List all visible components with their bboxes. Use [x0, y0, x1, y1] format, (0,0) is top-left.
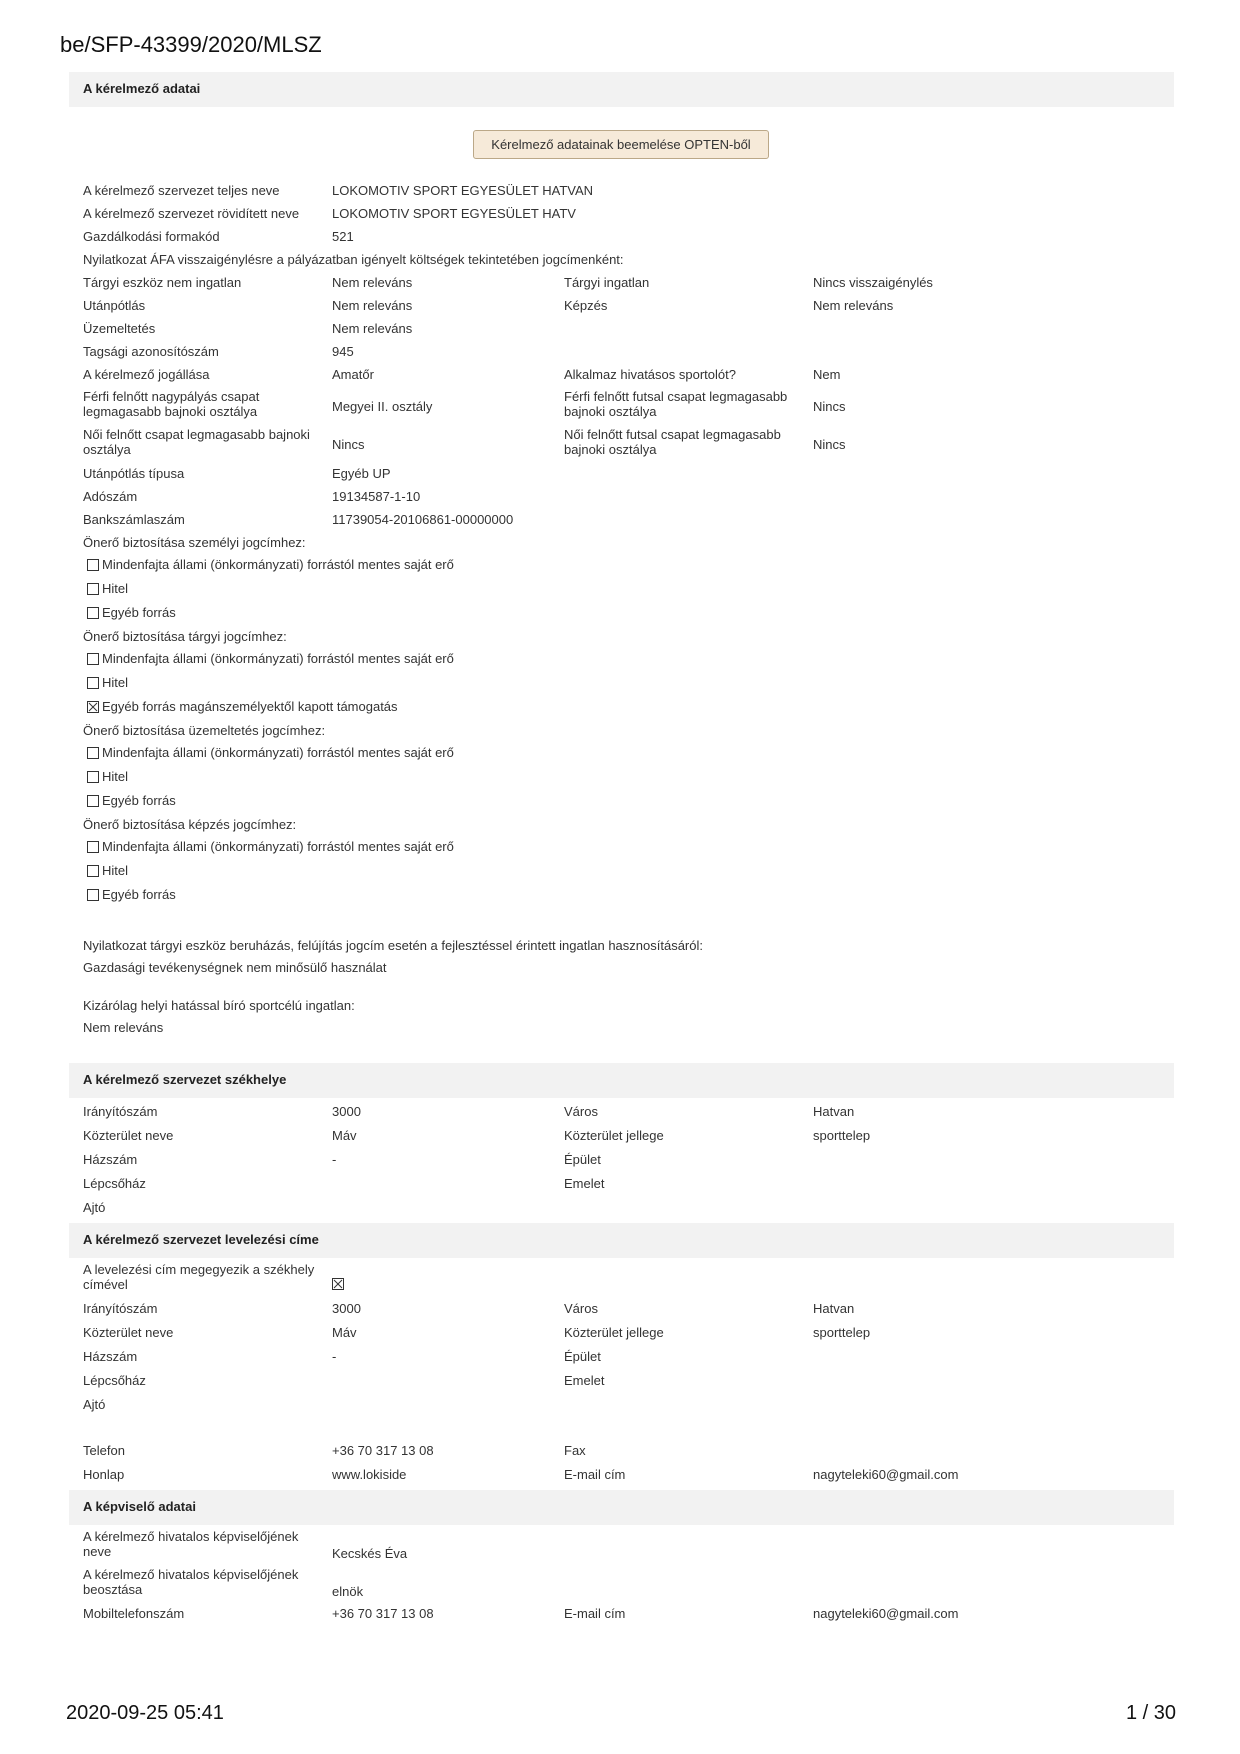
checkbox[interactable]	[87, 889, 99, 901]
tangible-nonre-value: Nem releváns	[332, 275, 413, 290]
mail-house-label: Házszám	[83, 1349, 138, 1364]
mail-row-door	[0, 1394, 1240, 1416]
section-mail-title: A kérelmező szervezet levelezési címe	[83, 1232, 319, 1247]
section-applicant-title: A kérelmező adatai	[83, 81, 201, 96]
youth-type-label: Utánpótlás típusa	[83, 466, 185, 481]
member-id-label: Tagsági azonosítószám	[83, 344, 219, 359]
row-form-code	[0, 226, 1240, 248]
rep-position-value: elnök	[332, 1584, 364, 1599]
row-bank	[0, 509, 1240, 531]
phone-value: +36 70 317 13 08	[332, 1443, 434, 1458]
row-tangible	[0, 272, 1240, 294]
rep-row-name	[0, 1529, 1240, 1565]
phone-label: Telefon	[83, 1443, 125, 1458]
usage-statement-label: Nyilatkozat tárgyi eszköz beruházás, felújítás jogcím esetén a fejlesztéssel érintett ingatlan hasznosításáról:	[83, 938, 703, 953]
section-hq	[69, 1063, 1174, 1098]
section-hq-title: A kérelmező szervezet székhelye	[83, 1072, 287, 1087]
own-funds-option[interactable]	[87, 742, 454, 764]
men-big-label: Férfi felnőtt nagypályás csapat legmagasabb bajnoki osztálya	[83, 389, 260, 419]
tax-label: Adószám	[83, 489, 138, 504]
row-tax	[0, 486, 1240, 508]
checkbox[interactable]	[87, 607, 99, 619]
own-funds-option[interactable]	[87, 672, 128, 694]
hq-zip-label: Irányítószám	[83, 1104, 158, 1119]
hq-row-zip	[0, 1101, 1240, 1123]
youth-value: Nem releváns	[332, 298, 413, 313]
men-big-value: Megyei II. osztály	[332, 399, 433, 414]
hq-city-label: Város	[564, 1104, 598, 1119]
women-futsal-label: Női felnőtt futsal csapat legmagasabb bajnoki osztálya	[564, 427, 781, 457]
checkbox[interactable]	[87, 841, 99, 853]
fax-label: Fax	[564, 1443, 586, 1458]
own-funds-title: Önerő biztosítása tárgyi jogcímhez:	[83, 629, 287, 644]
short-name-label: A kérelmező szervezet rövidített neve	[83, 206, 300, 221]
contact-row-phone	[0, 1440, 1240, 1462]
mail-row-zip	[0, 1298, 1240, 1320]
mail-zip-value: 3000	[332, 1301, 361, 1316]
own-funds-option[interactable]	[87, 790, 176, 812]
mail-row-same	[0, 1262, 1240, 1298]
mail-same-label: A levelezési cím megegyezik a székhely címével	[83, 1262, 315, 1292]
checkbox[interactable]	[87, 583, 99, 595]
rep-row-position	[0, 1567, 1240, 1603]
footer-date: 2020-09-25 05:41	[66, 1702, 224, 1724]
form-code-value: 521	[332, 229, 354, 244]
men-futsal-value: Nincs	[813, 399, 846, 414]
hq-row-stair	[0, 1173, 1240, 1195]
mail-row-house	[0, 1346, 1240, 1368]
mail-row-street	[0, 1322, 1240, 1344]
hq-house-value: -	[332, 1152, 337, 1167]
men-futsal-label: Férfi felnőtt futsal csapat legmagasabb bajnoki osztálya	[564, 389, 788, 419]
local-statement-value: Nem releváns	[83, 1020, 164, 1035]
mail-street-type-label: Közterület jellege	[564, 1325, 664, 1340]
pro-value: Nem	[813, 367, 841, 382]
rep-position-label: A kérelmező hivatalos képviselőjének beosztása	[83, 1567, 299, 1597]
women-label: Női felnőtt csapat legmagasabb bajnoki osztálya	[83, 427, 310, 457]
women-futsal-value: Nincs	[813, 437, 846, 452]
own-funds-option[interactable]	[87, 860, 128, 882]
own-funds-option[interactable]	[87, 602, 176, 624]
document-id: be/SFP-43399/2020/MLSZ	[60, 32, 322, 57]
bank-label: Bankszámlaszám	[83, 512, 185, 527]
web-label: Honlap	[83, 1467, 125, 1482]
own-funds-option[interactable]	[87, 836, 454, 858]
email-value: nagyteleki60@gmail.com	[813, 1467, 959, 1482]
mail-house-value: -	[332, 1349, 337, 1364]
usage-statement-value: Gazdasági tevékenységnek nem minősülő használat	[83, 960, 387, 975]
mail-stair-label: Lépcsőház	[83, 1373, 146, 1388]
own-funds-option[interactable]	[87, 578, 128, 600]
local-statement-label: Kizárólag helyi hatással bíró sportcélú ingatlan:	[83, 998, 355, 1013]
own-funds-option[interactable]	[87, 884, 176, 906]
member-id-value: 945	[332, 344, 354, 359]
own-funds-option-label: Hitel	[102, 863, 129, 878]
hq-row-door	[0, 1197, 1240, 1219]
footer-page-number: 1 / 30	[1125, 1702, 1176, 1724]
tangible-nonre-label: Tárgyi eszköz nem ingatlan	[83, 275, 242, 290]
own-funds-option[interactable]	[87, 766, 128, 788]
rep-mobile-value: +36 70 317 13 08	[332, 1606, 434, 1621]
hq-city-value: Hatvan	[813, 1104, 855, 1119]
contact-row-web	[0, 1464, 1240, 1486]
checkbox[interactable]	[87, 747, 99, 759]
row-operation	[0, 318, 1240, 340]
rep-mobile-label: Mobiltelefonszám	[83, 1606, 185, 1621]
hq-street-type-label: Közterület jellege	[564, 1128, 664, 1143]
own-funds-title: Önerő biztosítása személyi jogcímhez:	[83, 535, 306, 550]
row-youth-type	[0, 463, 1240, 485]
rep-row-mobile	[0, 1603, 1240, 1625]
own-funds-option-label: Egyéb forrás magánszemélyektől kapott támogatás	[102, 699, 398, 714]
legal-status-value: Amatőr	[332, 367, 374, 382]
women-value: Nincs	[332, 437, 365, 452]
hq-row-house	[0, 1149, 1240, 1171]
row-legal-status	[0, 364, 1240, 386]
training-label: Képzés	[564, 298, 608, 313]
opten-import-button[interactable]: Kérelmező adatainak beemelése OPTEN-ből	[473, 130, 769, 159]
hq-door-label: Ajtó	[83, 1200, 106, 1215]
mail-city-value: Hatvan	[813, 1301, 855, 1316]
mail-same-field	[332, 1276, 552, 1291]
bank-value: 11739054-20106861-00000000	[332, 512, 514, 527]
mail-building-label: Épület	[564, 1349, 601, 1364]
hq-stair-label: Lépcsőház	[83, 1176, 146, 1191]
mail-city-label: Város	[564, 1301, 598, 1316]
checkbox[interactable]	[87, 771, 99, 783]
hq-zip-value: 3000	[332, 1104, 361, 1119]
row-youth-training	[0, 295, 1240, 317]
mail-floor-label: Emelet	[564, 1373, 605, 1388]
own-funds-option[interactable]	[87, 554, 454, 576]
section-applicant	[69, 72, 1174, 107]
section-mail	[69, 1223, 1174, 1258]
own-funds-option-label: Hitel	[102, 769, 129, 784]
checkbox-checked[interactable]	[87, 701, 99, 713]
youth-type-value: Egyéb UP	[332, 466, 391, 481]
hq-house-label: Házszám	[83, 1152, 138, 1167]
hq-building-label: Épület	[564, 1152, 601, 1167]
own-funds-option-label: Mindenfajta állami (önkormányzati) forrástól mentes saját erő	[102, 745, 454, 760]
own-funds-option[interactable]	[87, 648, 454, 670]
mail-street-label: Közterület neve	[83, 1325, 174, 1340]
mail-same-checkbox[interactable]	[332, 1278, 344, 1290]
own-funds-option-label: Hitel	[102, 581, 129, 596]
checkbox[interactable]	[87, 795, 99, 807]
legal-status-label: A kérelmező jogállása	[83, 367, 210, 382]
own-funds-title: Önerő biztosítása képzés jogcímhez:	[83, 817, 297, 832]
mail-zip-label: Irányítószám	[83, 1301, 158, 1316]
hq-street-type-value: sporttelep	[813, 1128, 871, 1143]
own-funds-option-label: Egyéb forrás	[102, 605, 176, 620]
own-funds-option-label: Mindenfajta állami (önkormányzati) forrástól mentes saját erő	[102, 839, 454, 854]
own-funds-option[interactable]	[87, 696, 398, 718]
own-funds-option-label: Mindenfajta állami (önkormányzati) forrástól mentes saját erő	[102, 651, 454, 666]
section-rep	[69, 1490, 1174, 1525]
hq-floor-label: Emelet	[564, 1176, 605, 1191]
checkbox[interactable]	[87, 559, 99, 571]
own-funds-option-label: Hitel	[102, 675, 129, 690]
mail-row-stair	[0, 1370, 1240, 1392]
hq-street-value: Máv	[332, 1128, 357, 1143]
hq-row-street	[0, 1125, 1240, 1147]
vat-statement: Nyilatkozat ÁFA visszaigénylésre a pályázatban igényelt költségek tekintetében jogcímenként:	[83, 252, 624, 267]
mail-door-label: Ajtó	[83, 1397, 106, 1412]
row-short-name	[0, 203, 1240, 225]
full-name-value: LOKOMOTIV SPORT EGYESÜLET HATVAN	[332, 183, 594, 198]
mail-street-type-value: sporttelep	[813, 1325, 871, 1340]
tax-value: 19134587-1-10	[332, 489, 421, 504]
own-funds-option-label: Mindenfajta állami (önkormányzati) forrástól mentes saját erő	[102, 557, 454, 572]
checkbox[interactable]	[87, 677, 99, 689]
row-member-id	[0, 341, 1240, 363]
web-value: www.lokiside	[332, 1467, 407, 1482]
operation-value: Nem releváns	[332, 321, 413, 336]
training-value: Nem releváns	[813, 298, 894, 313]
short-name-value: LOKOMOTIV SPORT EGYESÜLET HATV	[332, 206, 576, 221]
own-funds-title: Önerő biztosítása üzemeltetés jogcímhez:	[83, 723, 326, 738]
section-rep-title: A képviselő adatai	[83, 1499, 196, 1514]
row-women-league	[0, 427, 1240, 463]
tangible-re-label: Tárgyi ingatlan	[564, 275, 650, 290]
rep-email-label: E-mail cím	[564, 1606, 626, 1621]
youth-label: Utánpótlás	[83, 298, 146, 313]
checkbox[interactable]	[87, 865, 99, 877]
operation-label: Üzemeltetés	[83, 321, 156, 336]
own-funds-option-label: Egyéb forrás	[102, 887, 176, 902]
own-funds-option-label: Egyéb forrás	[102, 793, 176, 808]
form-code-label: Gazdálkodási formakód	[83, 229, 220, 244]
hq-street-label: Közterület neve	[83, 1128, 174, 1143]
email-label: E-mail cím	[564, 1467, 626, 1482]
tangible-re-value: Nincs visszaigénylés	[813, 275, 933, 290]
mail-street-value: Máv	[332, 1325, 357, 1340]
rep-email-value: nagyteleki60@gmail.com	[813, 1606, 959, 1621]
row-men-league	[0, 389, 1240, 425]
pro-label: Alkalmaz hivatásos sportolót?	[564, 367, 736, 382]
row-full-name	[0, 180, 1240, 202]
checkbox[interactable]	[87, 653, 99, 665]
rep-name-label: A kérelmező hivatalos képviselőjének neve	[83, 1529, 299, 1559]
full-name-label: A kérelmező szervezet teljes neve	[83, 183, 280, 198]
rep-name-value: Kecskés Éva	[332, 1546, 408, 1561]
